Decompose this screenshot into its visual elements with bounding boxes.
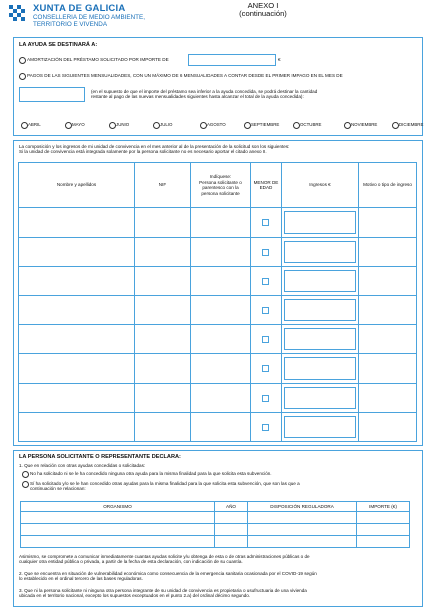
declaration-section [13,450,423,607]
payments-note-line-1: (en el supuesto de que el importe del préstamo sea inferior a la ayuda concedida, se podrá destinar la cantidad [91,89,318,94]
organism-cell[interactable] [21,524,215,536]
name-cell[interactable] [19,208,135,237]
nif-cell[interactable] [135,325,191,354]
name-cell[interactable] [19,412,135,441]
minor-checkbox[interactable] [262,307,269,314]
declaration-title: LA PERSONA SOLICITANTE O REPRESENTANTE DECLARA: [19,454,181,460]
commitment-line-1: Asimismo, se compromete a comunicar inmediatamente cuantas ayudas solicite y/u obtenga de esta o de otras administraciones públicas o de [19,554,310,559]
minor-checkbox[interactable] [262,395,269,402]
declaration-item-3-line-1: 3. Que ni la persona solicitante ni ninguna otra persona integrante de su unidad de convivencia es propietaria o usufructuaria de una vivienda [19,588,307,593]
table-row [19,237,417,266]
month-radio-diciembre[interactable] [392,122,399,129]
regulation-cell[interactable] [248,524,357,536]
income-cell[interactable] [282,354,359,383]
other-aid-label [30,481,418,492]
reason-cell[interactable] [359,412,417,441]
org-name: XUNTA DE GALICIA [33,3,126,14]
amount-cell[interactable] [357,512,410,524]
minor-checkbox[interactable] [262,365,269,372]
month-radio-julio[interactable] [153,122,160,129]
col-year-header: AÑO [215,502,248,512]
table-row [19,266,417,295]
no-other-aid-radio[interactable] [22,471,29,478]
monthly-payments-label: PAGOS DE LAS SIGUIENTES MENSUALIDADES, CON UN MÁXIMO DE 6 MENSUALIDADES A CONTAR DESDE EL PRIMER IMPAGO EN EL MES DE [27,73,343,78]
month-label: OCTUBRE [300,122,322,127]
nif-cell[interactable] [135,208,191,237]
reason-cell[interactable] [359,237,417,266]
monthly-payments-radio[interactable] [19,73,26,80]
minor-cell[interactable] [251,325,282,354]
regulation-cell[interactable] [248,536,357,548]
household-rows [19,208,417,442]
table-row [19,383,417,412]
col-reason-header: Motivo o tipo de ingreso [359,163,417,208]
declaration-item-3 [19,588,419,599]
month-radio-octubre[interactable] [293,122,300,129]
minor-cell[interactable] [251,383,282,412]
col-name-header: Nombre y apellidos [19,163,135,208]
col-relationship-line-4: persona solicitante [201,190,240,196]
commitment-line-2: cualquier otra entidad pública o privada, a partir de la fecha de esta declaración, con indicación de su cuantía. [19,559,243,565]
payments-note-line-2: restante al pago de las nuevas mensualidades siguientes hasta alcanzar el total de la ayuda concedida): [91,94,304,100]
organism-cell[interactable] [21,536,215,548]
income-cell[interactable] [282,325,359,354]
income-input[interactable] [284,328,356,350]
col-nif-header: NIF [135,163,191,208]
aid-section [13,37,423,136]
annex-subtitle: (continuación) [239,9,287,19]
amount-cell[interactable] [357,536,410,548]
year-cell[interactable] [215,536,248,548]
amount-cell[interactable] [357,524,410,536]
declaration-item-2 [19,571,419,582]
month-radio-abril[interactable] [21,122,28,129]
year-cell[interactable] [215,512,248,524]
other-aid-table [20,501,410,548]
month-label: SEPTIEMBRE [251,122,280,127]
relationship-cell[interactable] [191,412,251,441]
month-input[interactable] [19,87,85,102]
department-name [33,14,145,28]
household-intro-line-2: Si la unidad de convivencia está integrada solamente por la persona solicitante no es necesario aportar el citado anexo II. [19,149,267,155]
col-relationship-header [191,163,251,208]
col-relationship-line-3: parentesco con la [202,185,239,191]
nif-cell[interactable] [135,266,191,295]
col-minor-line-2: EDAD [259,185,273,191]
minor-checkbox[interactable] [262,249,269,256]
reason-cell[interactable] [359,325,417,354]
minor-checkbox[interactable] [262,219,269,226]
declaration-item-3-line-2: ubicada en el territorio nacional, excepto los supuestos exceptuados en el punto 2.a) del ordinal décimo segundo. [19,593,251,599]
relationship-cell[interactable] [191,266,251,295]
col-relationship-line-2: Persona solicitante o [199,179,242,185]
table-row [21,524,410,536]
table-row [21,512,410,524]
month-label: DICIEMBRE [399,122,424,127]
household-intro [19,144,419,155]
aid-rows [21,512,410,548]
relationship-cell[interactable] [191,237,251,266]
minor-cell[interactable] [251,237,282,266]
relationship-cell[interactable] [191,383,251,412]
col-amount-header: IMPORTE (€) [357,502,410,512]
other-aid-line-2: continuación se relacionan: [30,486,86,492]
month-radio-noviembre[interactable] [344,122,351,129]
table-row [21,536,410,548]
income-input[interactable] [284,357,356,379]
declaration-item-2-line-2: lo establecido en el ordinal tercero de las bases reguladoras. [19,576,143,582]
xunta-logo-icon [8,4,26,24]
relationship-cell[interactable] [191,295,251,324]
income-cell[interactable] [282,295,359,324]
currency-symbol: € [278,57,281,62]
minor-cell[interactable] [251,295,282,324]
income-input[interactable] [284,241,356,263]
department-line-1: CONSELLERIA DE MEDIO AMBIENTE, [33,14,145,21]
other-aid-radio[interactable] [22,481,29,488]
name-cell[interactable] [19,295,135,324]
other-aid-line-1: Sí ha solicitado y/o se le han concedido otras ayudas para la misma finalidad para la que solicita esta subvención, que son las que a [30,481,300,486]
month-label: AGOSTO [207,122,226,127]
minor-cell[interactable] [251,354,282,383]
name-cell[interactable] [19,237,135,266]
reason-cell[interactable] [359,208,417,237]
income-input[interactable] [284,270,356,292]
household-table [18,162,417,442]
income-cell[interactable] [282,266,359,295]
income-input[interactable] [284,211,356,233]
reason-cell[interactable] [359,295,417,324]
month-label: MAYO [72,122,85,127]
table-row [19,412,417,441]
income-cell[interactable] [282,208,359,237]
col-minor-header [251,163,282,208]
annex-title: ANEXO I [247,1,279,10]
reason-cell[interactable] [359,383,417,412]
income-cell[interactable] [282,383,359,412]
minor-cell[interactable] [251,412,282,441]
month-radio-agosto[interactable] [200,122,207,129]
month-label: NOVIEMBRE [351,122,378,127]
relationship-cell[interactable] [191,354,251,383]
table-row [19,325,417,354]
minor-cell[interactable] [251,208,282,237]
minor-checkbox[interactable] [262,278,269,285]
col-regulation-header: DISPOSICIÓN REGULADORA [248,502,357,512]
month-label: JULIO [160,122,173,127]
month-label: ABRIL [28,122,41,127]
commitment-text [19,554,419,565]
household-intro-line-1: La composición y los ingresos de mi unidad de convivencia en el mes anterior al de la presentación de la solicitud son los siguientes: [19,144,290,149]
amortization-label: AMORTIZACIÓN DEL PRÉSTAMO SOLICITADO POR IMPORTE DE [27,57,169,62]
organism-cell[interactable] [21,512,215,524]
income-input[interactable] [284,299,356,321]
income-cell[interactable] [282,412,359,441]
amortization-radio[interactable] [19,57,26,64]
minor-checkbox[interactable] [262,336,269,343]
regulation-cell[interactable] [248,512,357,524]
reason-cell[interactable] [359,354,417,383]
nif-cell[interactable] [135,295,191,324]
nif-cell[interactable] [135,383,191,412]
nif-cell[interactable] [135,412,191,441]
income-input[interactable] [284,387,356,409]
name-cell[interactable] [19,266,135,295]
month-radio-mayo[interactable] [65,122,72,129]
minor-checkbox[interactable] [262,424,269,431]
nif-cell[interactable] [135,237,191,266]
col-relationship-line-1: Indíquese: [209,174,232,180]
minor-cell[interactable] [251,266,282,295]
month-label: JUNIO [116,122,130,127]
year-cell[interactable] [215,524,248,536]
household-section [13,140,423,446]
month-radio-junio[interactable] [109,122,116,129]
relationship-cell[interactable] [191,325,251,354]
aid-title: LA AYUDA SE DESTINARÁ A: [19,42,98,48]
name-cell[interactable] [19,354,135,383]
relationship-cell[interactable] [191,208,251,237]
col-minor-line-1: MENOR DE [253,179,279,185]
col-income-header: Ingresos € [282,163,359,208]
month-radio-septiembre[interactable] [244,122,251,129]
payments-note [91,89,419,100]
reason-cell[interactable] [359,266,417,295]
declaration-item-2-line-1: 2. Que se encuentra en situación de vulnerabilidad económica como consecuencia de la emergencia sanitaria ocasionada por el COVID-19 según [19,571,317,576]
col-organism-header: ORGANISMO [21,502,215,512]
table-row [19,208,417,237]
no-other-aid-label: No ha solicitado ni se le ha concedido ninguna otra ayuda para la misma finalidad para la que solicita esta subvención. [30,471,272,476]
income-cell[interactable] [282,237,359,266]
annex-label [228,2,298,19]
loan-amount-input[interactable] [188,54,276,66]
name-cell[interactable] [19,383,135,412]
table-row [19,354,417,383]
department-line-2: TERRITORIO E VIVENDA [33,21,108,29]
table-row [19,295,417,324]
income-input[interactable] [284,416,356,438]
nif-cell[interactable] [135,354,191,383]
name-cell[interactable] [19,325,135,354]
declaration-item-1: 1. Que en relación con otras ayudas concedidas o solicitadas: [19,463,146,468]
